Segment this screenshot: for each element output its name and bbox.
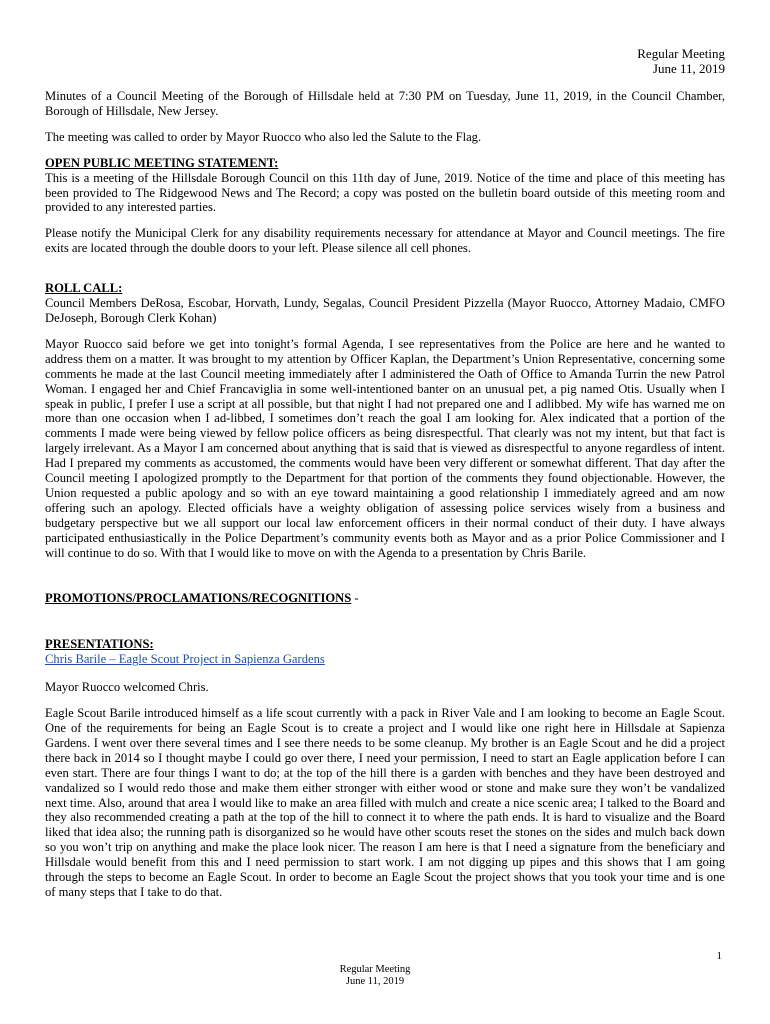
mayor-welcome: Mayor Ruocco welcomed Chris. (45, 680, 209, 695)
mayor-remarks: Mayor Ruocco said before we get into tonight’s formal Agenda, I see representatives from the Police are here and he wanted to address them on a matter. It was brought to my attention by Officer Kaplan, the Department’s Union Representative, concerning some comments he made at the last Council meeting immediately after I administered the Oath of Office to Amanda Turrin the new Patrol Woman. I engaged her and Chief Francaviglia in some well-intentioned banter on an unusual pet, a pig named Otis. Usually when I speak in public, I prefer I use a script at all possible, but that night I had not prepared one and I adlibbed. My wife has warned me on more than one occasion when I ad-libbed, I sometimes don’t reach the goal I am looking for. Alex indicated that a portion of the comments I made were being viewed by fellow police officers as being disrespectful. That clearly was not my intent, but that fact is largely irrelevant. As a Mayor I am concerned about anything that is said that is viewed as disrespectful to anyone regardless of intent. Had I prepared my comments as accustomed, the comments would have been very different or somewhat different. That day after the Council meeting I apologized promptly to the Department for that portion of the comments they found objectionable. However, the Union requested a public apology and so with an eye toward maintaining a good relationship I immediately agreed and am now offering such an apology. Elected officials have a weighty obligation of assessing police services wisely from a business and budgetary perspective but we all support our local law enforcement officers in their normal conduct of their duty. I have always participated enthusiastically in the Police Department’s community events both as Mayor and as a prior Police Commissioner and I will continue to do so. With that I would like to move on with the Agenda to a presentation by Chris Barile. (45, 336, 725, 560)
header-meeting-type: Regular Meeting (637, 46, 725, 61)
header-meeting-date: June 11, 2019 (652, 61, 725, 76)
disability-notice: Please notify the Municipal Clerk for any disability requirements necessary for attendance at Mayor and Council meetings. The fire exits are located through the double doors to your left. Please silence all cell phones. (45, 226, 725, 256)
roll-call-members: Council Members DeRosa, Escobar, Horvath, Lundy, Segalas, Council President Pizzella (Mayor Ruocco, Attorney Madaio, CMFO DeJoseph, Borough Clerk Kohan) (45, 296, 725, 325)
open-public-meeting-statement: This is a meeting of the Hillsdale Borough Council on this 11th day of June, 2019. Notice of the time and place of this meeting has been provided to The Ridgewood News and The Record; a copy was posted on the bulletin board outside of this meeting room and provided to any interested parties. (45, 170, 725, 215)
roll-call-heading: ROLL CALL: (45, 281, 123, 296)
minutes-body (45, 89, 725, 911)
eagle-scout-presentation: Eagle Scout Barile introduced himself as a life scout currently with a pack in River Vale and I am looking to become an Eagle Scout. One of the requirements for being an Eagle Scout is to create a project and I would like one right here in Hillsdale at Sapienza Gardens. I went over there several times and I see there needs to be some cleanup. My brother is an Eagle Scout and he did a project there back in 2014 so I thought maybe I could go over there, I need your permission, I need to start an Eagle application before I can even start. There are four things I want to do; at the top of the hill there is a garden with benches and they have been destroyed and vandalized so I would redo those and make them either stronger with either wood or stone and make sure they won’t be vandalized next time. Also, around that area I would like to make an area filled with mulch and create a nice scenic area; I talked to the Board and they also recommended creating a path at the top of the hill to connect it to where the path ends. It is hard to visualize and the Board liked that idea also; the running path is disorganized so he would have other scouts reset the stones on the sides and mulch back down so you won’t trip on anything and make the place look nicer. The reason I am here is that I need a signature from the beneficiary and Hillsdale would benefit from this and I need permission to start work. I am not digging up pipes and this shows that I am going through the steps to become an Eagle Scout. In order to become an Eagle Scout the project shows that you took your time and is one of many steps that I take to do that. (45, 706, 725, 899)
promotions-suffix: - (351, 591, 359, 606)
running-header (637, 46, 725, 76)
presentations-heading: PRESENTATIONS: (45, 637, 154, 652)
promotions-line (45, 591, 725, 606)
call-to-order: The meeting was called to order by Mayor Ruocco who also led the Salute to the Flag. (45, 129, 482, 144)
running-footer (0, 964, 750, 988)
footer-meeting-type: Regular Meeting (339, 964, 411, 975)
page-number: 1 (716, 950, 722, 962)
minutes-intro: Minutes of a Council Meeting of the Borough of Hillsdale held at 7:30 PM on Tuesday, June 11, 2019, in the Council Chamber, Borough of Hillsdale, New Jersey. (45, 89, 725, 118)
open-public-meeting-heading: OPEN PUBLIC MEETING STATEMENT: (45, 155, 279, 170)
promotions-heading: PROMOTIONS/PROCLAMATIONS/RECOGNITIONS (45, 591, 352, 606)
eagle-scout-project-link[interactable]: Chris Barile – Eagle Scout Project in Sapienza Gardens (45, 652, 325, 667)
footer-meeting-date: June 11, 2019 (345, 976, 405, 987)
